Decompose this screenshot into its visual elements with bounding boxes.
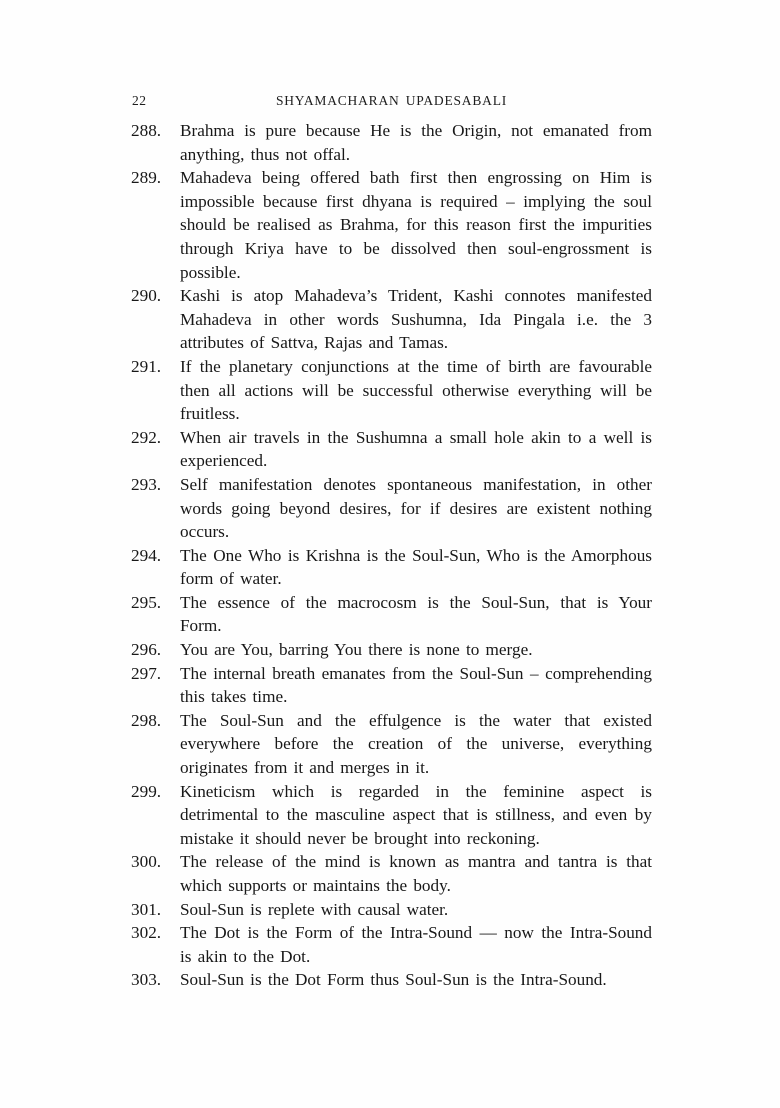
entry-text: Soul-Sun is the Dot Form thus Soul-Sun is the Intra-Sound. <box>180 970 607 990</box>
list-item <box>131 662 652 709</box>
page-title: SHYAMACHARAN UPADESABALI <box>275 93 508 108</box>
entry-number: 303. <box>131 970 162 990</box>
entry-text: Kineticism which is regarded in the feminine aspect is detrimental to the masculine aspect that is stillness, and even by mistake it should never be brought into reckoning. <box>180 781 652 848</box>
entry-number: 291. <box>131 356 162 376</box>
entry-number: 299. <box>131 781 162 801</box>
list-item <box>131 355 652 426</box>
entry-text: Kashi is atop Mahadeva’s Trident, Kashi connotes manifested Mahadeva in other words Sushumna, Ida Pingala i.e. the 3 attributes of Sattva, Rajas and Tamas. <box>180 286 652 353</box>
list-item <box>131 284 652 355</box>
list-item <box>131 968 652 992</box>
entry-text: Brahma is pure because He is the Origin, not emanated from anything, thus not offal. <box>180 121 652 164</box>
entry-text: When air travels in the Sushumna a small hole akin to a well is experienced. <box>180 427 652 471</box>
entry-text: The One Who is Krishna is the Soul-Sun, Who is the Amorphous form of water. <box>180 545 652 589</box>
entries-list <box>131 119 652 992</box>
entry-number: 302. <box>131 923 162 943</box>
entry-text: The Dot is the Form of the Intra-Sound — now the Intra-Sound is akin to the Dot. <box>180 923 652 966</box>
entry-text: Mahadeva being offered bath first then engrossing on Him is impossible because first dhyana is required – implying the soul should be realised as Brahma, for this reason first the impurities through Kriya have to be dissolved then soul-engrossment is possible. <box>180 168 652 282</box>
list-item <box>131 709 652 780</box>
entry-number: 297. <box>131 663 162 683</box>
entry-number: 293. <box>131 474 162 494</box>
entry-number: 292. <box>131 427 162 447</box>
list-item <box>131 638 652 662</box>
entry-number: 289. <box>131 168 162 188</box>
list-item <box>131 591 652 638</box>
list-item <box>131 850 652 897</box>
list-item <box>131 921 652 968</box>
entry-number: 294. <box>131 545 162 565</box>
entry-number: 298. <box>131 710 162 730</box>
page-header <box>131 93 652 109</box>
entry-text: Self manifestation denotes spontaneous manifestation, in other words going beyond desires, for if desires are existent nothing occurs. <box>180 474 652 542</box>
list-item <box>131 544 652 591</box>
entry-text: The release of the mind is known as mantra and tantra is that which supports or maintains the body. <box>180 852 652 895</box>
entry-number: 296. <box>131 640 162 660</box>
list-item <box>131 426 652 473</box>
entry-text: You are You, barring You there is none to merge. <box>180 640 533 660</box>
page-content <box>131 93 652 992</box>
list-item <box>131 166 652 284</box>
entry-number: 295. <box>131 592 162 612</box>
entry-text: The essence of the macrocosm is the Soul-Sun, that is Your Form. <box>180 592 652 636</box>
entry-text: If the planetary conjunctions at the time of birth are favourable then all actions will be successful otherwise everything will be fruitless. <box>180 356 652 424</box>
list-item <box>131 780 652 851</box>
entry-number: 288. <box>131 121 162 140</box>
entry-number: 301. <box>131 899 162 919</box>
entry-text: Soul-Sun is replete with causal water. <box>180 899 449 919</box>
list-item <box>131 473 652 544</box>
page-number: 22 <box>132 93 147 108</box>
entry-number: 300. <box>131 852 162 872</box>
entry-text: The internal breath emanates from the Soul-Sun – comprehending this takes time. <box>180 663 652 707</box>
entry-text: The Soul-Sun and the effulgence is the water that existed everywhere before the creation of the universe, everything originates from it and merges in it. <box>180 710 652 778</box>
list-item <box>131 898 652 922</box>
list-item <box>131 119 652 166</box>
entry-number: 290. <box>131 286 162 306</box>
